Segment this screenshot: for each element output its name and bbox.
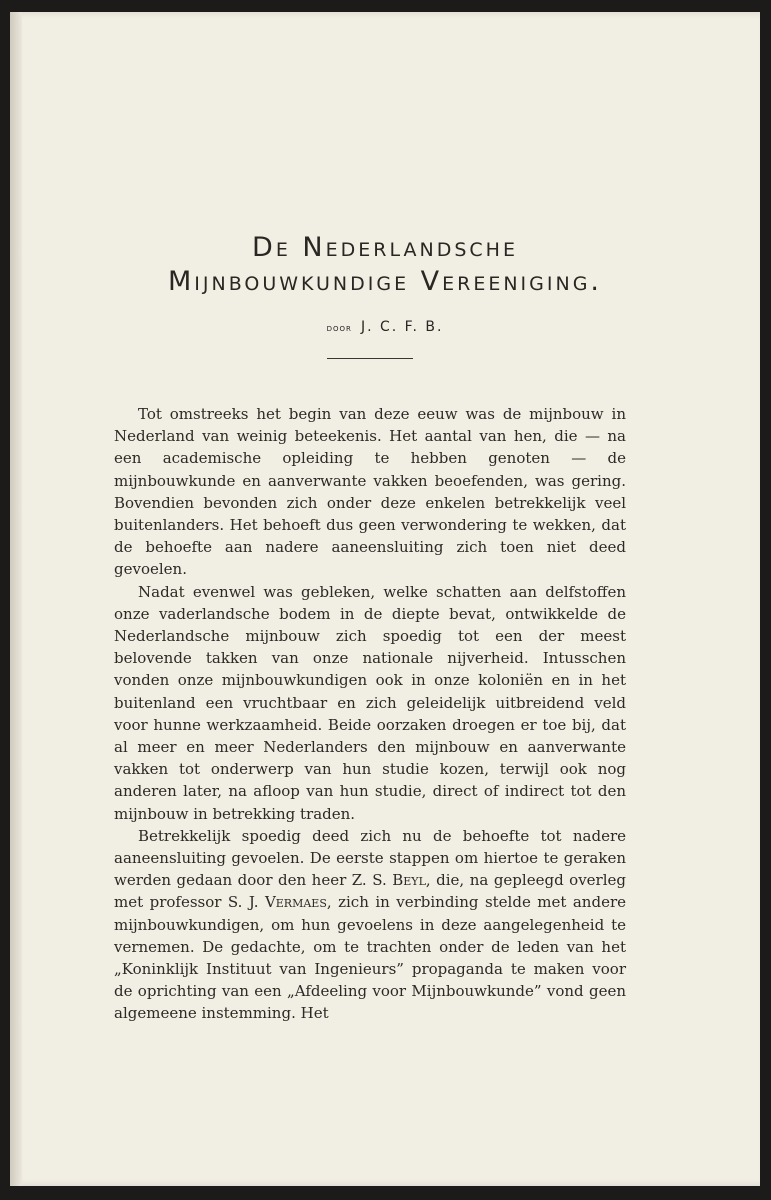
person-name-vermaes: Vermaes	[264, 893, 327, 912]
paragraph-3	[114, 825, 626, 1025]
paragraph-3-part-3: , zich in verbinding stelde met andere mijnbouwkundigen, om hun gevoelens in deze aangelegenheid te vernemen. De gedachte, om te trachten onder de leden van het „Koninklijk Instituut van Ingenieurs” propaganda te maken voor de oprichting van een „Afdeeling voor Mijnbouwkunde” vond geen algemeene instemming. Het	[114, 893, 626, 1023]
title-divider	[327, 358, 413, 359]
byline-prefix: door	[326, 323, 352, 334]
article-title-line-2: Mijnbouwkundige Vereeniging.	[167, 266, 603, 297]
paragraph-3-part-2: , die, na gepleegd overleg met professor S. J.	[114, 871, 627, 912]
page-gutter	[10, 12, 22, 1186]
person-name-beyl: Beyl	[392, 871, 426, 890]
article-body	[114, 403, 626, 1025]
paragraph-2: Nadat evenwel was gebleken, welke schatten aan delfstoffen onze vaderlandsche bodem in de diepte bevat, ontwikkelde de Nederlandsche mijnbouw zich spoedig tot een der meest belovende takken van onze nationale nijverheid. Intusschen vonden onze mijnbouwkundigen ook in onze koloniën en in het buitenland een vruchtbaar en zich geleidelijk uitbreidend veld voor hunne werkzaamheid. Beide oorzaken droegen er toe bij, dat al meer en meer Nederlanders den mijnbouw en aanverwante vakken tot onderwerp van hun studie kozen, terwijl ook nog anderen later, na afloop van hun studie, direct of indirect tot den mijnbouw in betrekking traden.	[114, 582, 626, 823]
paragraph-1: Tot omstreeks het begin van deze eeuw was de mijnbouw in Nederland van weinig beteekenis. Het aantal van hen, die — na een academische opleiding te hebben genoten — de mijnbouwkunde en aanverwante vakken beoefenden, was gering. Bovendien bevonden zich onder deze enkelen betrekkelijk veel buitenlanders. Het behoeft dus geen verwondering te wekken, dat de behoefte aan nadere aaneensluiting zich toen niet deed gevoelen.	[114, 405, 626, 579]
author-initials: J. C. F. B.	[360, 319, 444, 335]
article-title-line-1: De Nederlandsche	[252, 232, 518, 263]
paragraph-3-part-1: Betrekkelijk spoedig deed zich nu de behoefte tot nadere aaneensluiting gevoelen. De eerste stappen om hiertoe te geraken werden gedaan door den heer Z. S.	[114, 826, 626, 890]
book-page	[10, 12, 760, 1186]
byline	[10, 316, 760, 335]
